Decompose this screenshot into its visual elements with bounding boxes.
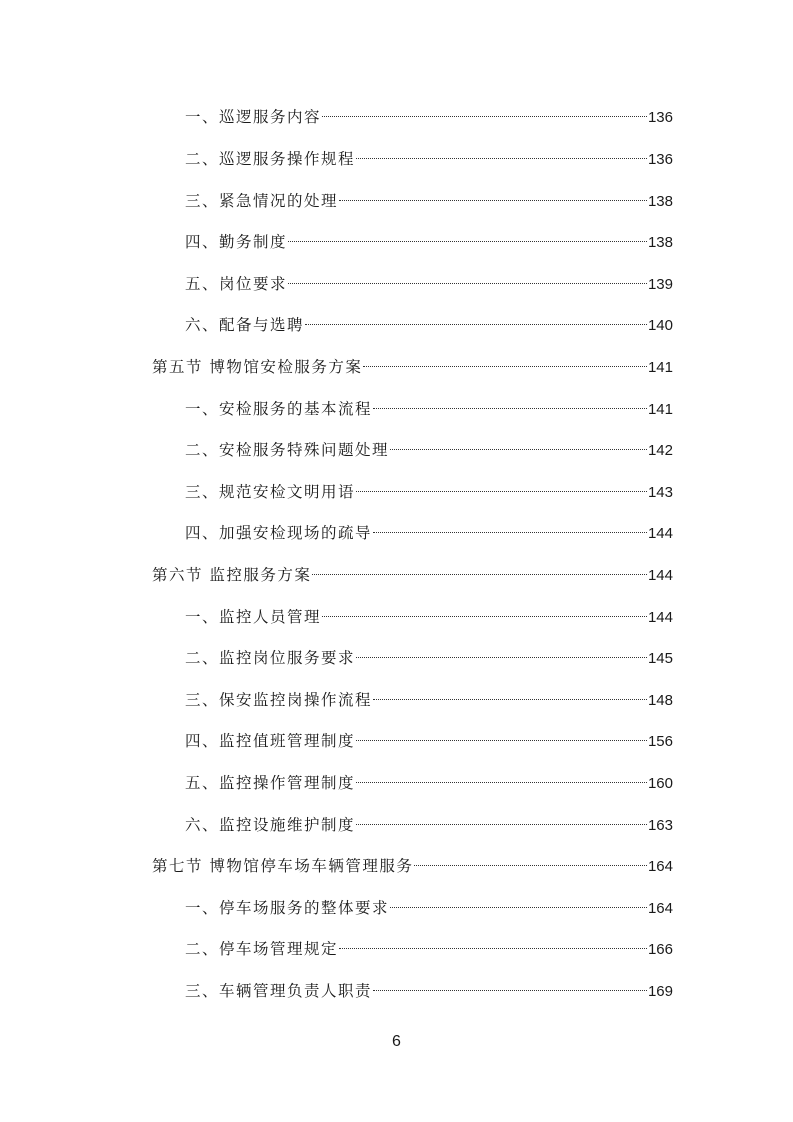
toc-entry-page: 144	[647, 525, 673, 542]
toc-entry-page: 163	[647, 817, 673, 834]
toc-entry[interactable]	[185, 979, 673, 1003]
toc-dot-leader	[356, 158, 647, 159]
toc-entry-page: 144	[647, 567, 673, 584]
toc-entry-title: 三、规范安检文明用语	[185, 483, 356, 501]
toc-dot-leader	[356, 782, 647, 783]
toc-entry-page: 141	[647, 359, 673, 376]
toc-dot-leader	[373, 532, 647, 533]
toc-dot-leader	[322, 616, 647, 617]
toc-section-entry[interactable]	[152, 355, 673, 379]
toc-dot-leader	[363, 366, 647, 367]
toc-entry-page: 164	[647, 858, 673, 875]
toc-entry-title: 三、保安监控岗操作流程	[185, 691, 373, 709]
toc-dot-leader	[288, 283, 647, 284]
toc-dot-leader	[390, 449, 647, 450]
toc-entry[interactable]	[185, 771, 673, 795]
toc-entry[interactable]	[185, 313, 673, 337]
toc-entry-page: 144	[647, 609, 673, 626]
toc-entry[interactable]	[185, 896, 673, 920]
toc-section-entry[interactable]	[152, 563, 673, 587]
toc-dot-leader	[288, 241, 647, 242]
toc-entry[interactable]	[185, 480, 673, 504]
toc-entry-page: 160	[647, 775, 673, 792]
toc-dot-leader	[339, 200, 647, 201]
toc-dot-leader	[356, 491, 647, 492]
toc-entry-page: 141	[647, 401, 673, 418]
toc-entry[interactable]	[185, 937, 673, 961]
toc-dot-leader	[390, 907, 647, 908]
toc-entry-title: 二、巡逻服务操作规程	[185, 150, 356, 168]
toc-entry-title: 四、加强安检现场的疏导	[185, 524, 373, 542]
toc-dot-leader	[373, 408, 647, 409]
toc-entry-title: 二、安检服务特殊问题处理	[185, 441, 390, 459]
toc-entry[interactable]	[185, 272, 673, 296]
toc-entry-title: 三、紧急情况的处理	[185, 192, 339, 210]
toc-entry-title: 一、安检服务的基本流程	[185, 400, 373, 418]
toc-entry-page: 143	[647, 484, 673, 501]
toc-entry-page: 164	[647, 900, 673, 917]
page-number: 6	[392, 1033, 401, 1050]
toc-entry[interactable]	[185, 729, 673, 753]
toc-entry-title: 三、车辆管理负责人职责	[185, 982, 373, 1000]
toc-entry[interactable]	[185, 438, 673, 462]
toc-entry-title: 第五节 博物馆安检服务方案	[152, 358, 363, 376]
toc-entry-title: 一、监控人员管理	[185, 608, 322, 626]
toc-entry-page: 156	[647, 733, 673, 750]
toc-dot-leader	[356, 657, 647, 658]
toc-entry-page: 145	[647, 650, 673, 667]
toc-dot-leader	[373, 990, 647, 991]
toc-dot-leader	[322, 116, 647, 117]
toc-entry[interactable]	[185, 397, 673, 421]
toc-entry-page: 140	[647, 317, 673, 334]
toc-entry[interactable]	[185, 688, 673, 712]
toc-entry-title: 二、监控岗位服务要求	[185, 649, 356, 667]
toc-entry-title: 五、岗位要求	[185, 275, 288, 293]
toc-entry-title: 五、监控操作管理制度	[185, 774, 356, 792]
toc-entry[interactable]	[185, 521, 673, 545]
toc-dot-leader	[312, 574, 647, 575]
toc-entry-page: 166	[647, 941, 673, 958]
toc-entry[interactable]	[185, 189, 673, 213]
toc-dot-leader	[356, 740, 647, 741]
toc-entry-page: 136	[647, 151, 673, 168]
toc-entry-page: 139	[647, 276, 673, 293]
toc-entry-page: 138	[647, 193, 673, 210]
toc-entry-title: 六、监控设施维护制度	[185, 816, 356, 834]
toc-entry[interactable]	[185, 105, 673, 129]
toc-entry-title: 一、巡逻服务内容	[185, 108, 322, 126]
toc-entry-title: 二、停车场管理规定	[185, 940, 339, 958]
toc-entry[interactable]	[185, 646, 673, 670]
toc-entry-page: 142	[647, 442, 673, 459]
toc-entry-page: 148	[647, 692, 673, 709]
toc-dot-leader	[339, 948, 647, 949]
toc-entry[interactable]	[185, 230, 673, 254]
toc-entry-title: 一、停车场服务的整体要求	[185, 899, 390, 917]
toc-entry-page: 138	[647, 234, 673, 251]
toc-entry[interactable]	[185, 813, 673, 837]
toc-entry-title: 四、监控值班管理制度	[185, 732, 356, 750]
toc-entry[interactable]	[185, 605, 673, 629]
toc-entry-title: 第七节 博物馆停车场车辆管理服务	[152, 857, 414, 875]
toc-entry[interactable]	[185, 147, 673, 171]
toc-dot-leader	[305, 324, 647, 325]
toc-entry-title: 第六节 监控服务方案	[152, 566, 312, 584]
toc-dot-leader	[356, 824, 647, 825]
toc-entry-page: 169	[647, 983, 673, 1000]
toc-entry-page: 136	[647, 109, 673, 126]
toc-entry-title: 六、配备与选聘	[185, 316, 305, 334]
toc-dot-leader	[373, 699, 647, 700]
toc-section-entry[interactable]	[152, 854, 673, 878]
toc-entry-title: 四、勤务制度	[185, 233, 288, 251]
toc-dot-leader	[414, 865, 647, 866]
